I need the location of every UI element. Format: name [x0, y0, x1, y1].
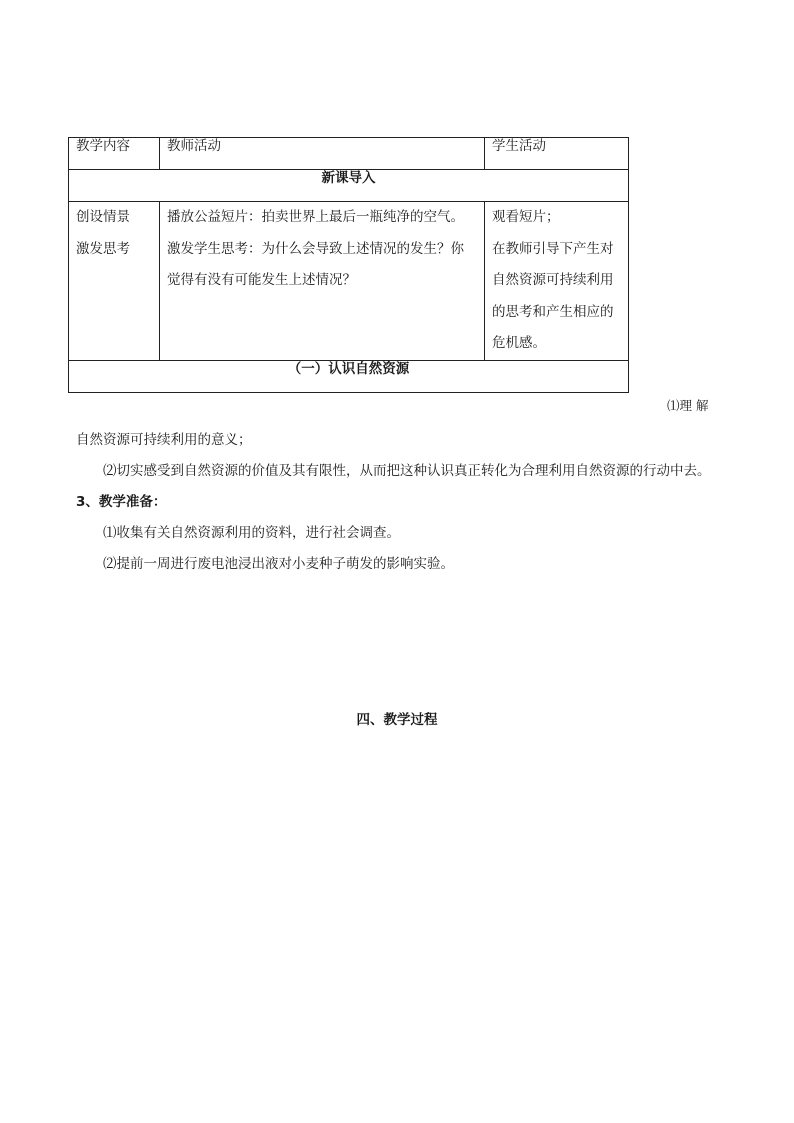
band-row-intro	[69, 170, 629, 202]
content-line-2: 激发思考	[76, 240, 130, 257]
header-content: 教学内容	[69, 138, 160, 170]
goal-2-text: ⑵切实感受到自然资源的价值及其有限性，从而把这种认识真正转化为合理利用自然资源的行动中去。	[103, 463, 711, 479]
table-header-row	[69, 138, 629, 170]
content-line-1: 创设情景	[76, 209, 130, 225]
prep-heading: 3、教学准备：	[76, 494, 167, 510]
cell-student	[485, 202, 629, 361]
lesson-table	[68, 137, 629, 393]
prep-item-2: ⑵提前一周进行废电池浸出液对小麦种子萌发的影响实验。	[103, 556, 454, 572]
cell-teacher	[160, 202, 485, 361]
band-intro: 新课导入	[69, 170, 629, 202]
goal-1-marker: ⑴理 解	[667, 398, 709, 413]
cell-content	[69, 202, 160, 361]
teacher-line-1: 播放公益短片：拍卖世界上最后一瓶纯净的空气。	[167, 209, 464, 225]
student-line-2: 在教师引导下产生对自然资源可持续利用的思考和产生相应的危机感。	[492, 240, 614, 351]
prep-item-1: ⑴收集有关自然资源利用的资料，进行社会调查。	[103, 525, 400, 541]
teacher-line-2: 激发学生思考：为什么会导致上述情况的发生？你觉得有没有可能发生上述情况？	[167, 240, 464, 288]
header-teacher: 教师活动	[160, 138, 485, 170]
band-row-section	[69, 360, 629, 392]
student-line-1: 观看短片；	[492, 209, 560, 225]
goal-1-text: 自然资源可持续利用的意义；	[76, 432, 252, 448]
header-student: 学生活动	[485, 138, 629, 170]
table-row	[69, 202, 629, 361]
section-4-title: 四、教学过程	[356, 712, 438, 728]
band-section: （一）认识自然资源	[69, 360, 629, 392]
